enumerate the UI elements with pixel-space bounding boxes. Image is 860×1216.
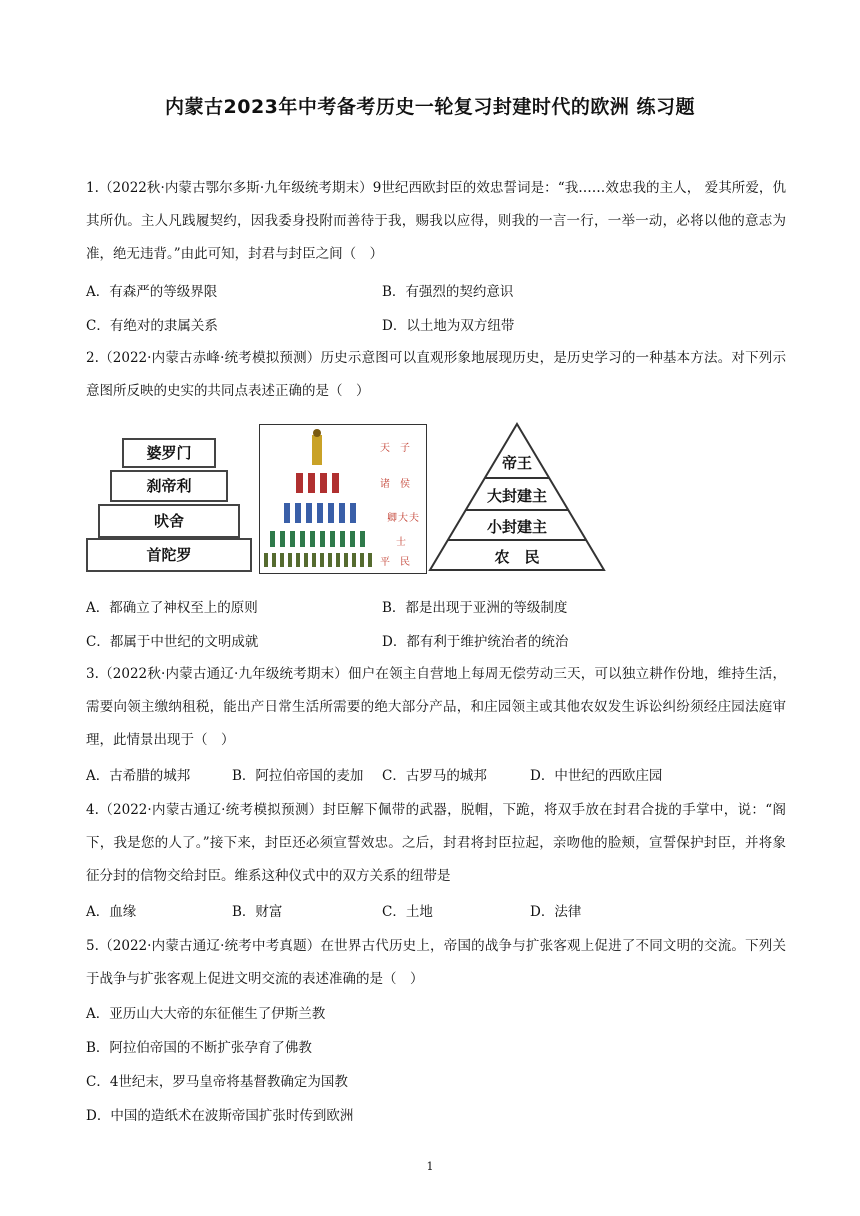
question-1-stem: 1.（2022秋·内蒙古鄂尔多斯·九年级统考期末）9世纪西欧封臣的效忠誓词是：“我……效忠我的主人， 爱其所爱，仇其所仇。主人凡践履契约，因我委身投附而善待于我，赐我以应得，则我的一言一行，一举一动，必将以他的意志为准，绝无违背。”由此可知，封君与封臣之间（ ） [86,180,786,262]
q3-option-b: B．阿拉伯帝国的麦加 [232,768,364,784]
caste-level-4: 首陀罗 [86,538,252,572]
q3-option-a: A．古希腊的城邦 [86,768,191,784]
q2-option-a: A．都确立了神权至上的原则 [86,600,258,616]
caste-level-2: 刹帝利 [110,470,228,502]
caste-diagram [86,438,254,572]
q2-option-b: B．都是出现于亚洲的等级制度 [382,600,568,616]
q1-option-b: B．有强烈的契约意识 [382,284,514,300]
q4-option-c: C．土地 [382,904,433,920]
q5-option-c: C．4世纪末，罗马皇帝将基督教确定为国教 [86,1074,348,1090]
pyramid-level-1: 帝王 [501,454,532,472]
zhou-label-5: 平民 [380,557,420,568]
q3-option-c: C．古罗马的城邦 [382,768,487,784]
zhou-label-1: 天子 [380,443,420,454]
caste-level-1: 婆罗门 [122,438,216,468]
pyramid-level-4: 农 民 [494,548,540,566]
question-4-stem: 4.（2022·内蒙古通辽·统考模拟预测）封臣解下佩带的武器，脱帽，下跪，将双手放在封君合拢的手掌中，说：“阁下，我是您的人了。”接下来，封臣还必须宣誓效忠。之后，封君将封臣拉起，亲吻他的脸颊，宣誓保护封臣，并将象征分封的信物交给封臣。维系这种仪式中的双方关系的纽带是 [86,802,786,884]
q5-option-b: B．阿拉伯帝国的不断扩张孕育了佛教 [86,1040,312,1056]
q2-option-c: C．都属于中世纪的文明成就 [86,634,259,650]
pyramid-level-3: 小封建主 [486,518,547,536]
q5-option-a: A．亚历山大大帝的东征催生了伊斯兰教 [86,1006,326,1022]
q4-option-a: A．血缘 [86,904,137,920]
pyramid-level-2: 大封建主 [486,487,547,505]
zhou-hierarchy-figure [259,424,427,574]
caste-level-3: 吠舍 [98,504,240,538]
zhou-label-3: 卿大夫 [387,513,420,524]
q1-option-a: A．有森严的等级界限 [86,284,218,300]
q3-option-d: D．中世纪的西欧庄园 [530,768,663,784]
q1-option-c: C．有绝对的隶属关系 [86,318,218,334]
feudal-pyramid-diagram [428,422,606,572]
zhou-label-4: 士 [396,537,406,548]
q2-option-d: D．都有利于维护统治者的统治 [382,634,569,650]
zhou-label-2: 诸侯 [380,479,420,490]
q4-option-d: D．法律 [530,904,582,920]
q5-option-d: D．中国的造纸术在波斯帝国扩张时传到欧洲 [86,1108,354,1124]
q1-option-d: D．以土地为双方纽带 [382,318,515,334]
page-number: 1 [426,1160,434,1173]
question-3-stem: 3.（2022秋·内蒙古通辽·九年级统考期末）佃户在领主自营地上每周无偿劳动三天，可以独立耕作份地，维持生活，需要向领主缴纳租税，能出产日常生活所需要的绝大部分产品，和庄园领主或其他农奴发生诉讼纠纷须经庄园法庭审理，此情景出现于（ ） [86,666,786,748]
question-5-stem: 5.（2022·内蒙古通辽·统考中考真题）在世界古代历史上，帝国的战争与扩张客观上促进了不同文明的交流。下列关于战争与扩张客观上促进文明交流的表述准确的是（ ） [86,938,786,987]
q4-option-b: B．财富 [232,904,283,920]
question-2-stem: 2.（2022·内蒙古赤峰·统考模拟预测）历史示意图可以直观形象地展现历史，是历史学习的一种基本方法。对下列示意图所反映的史实的共同点表述正确的是（ ） [86,350,786,399]
page-title: 内蒙古2023年中考备考历史一轮复习封建时代的欧洲 练习题 [165,96,695,118]
